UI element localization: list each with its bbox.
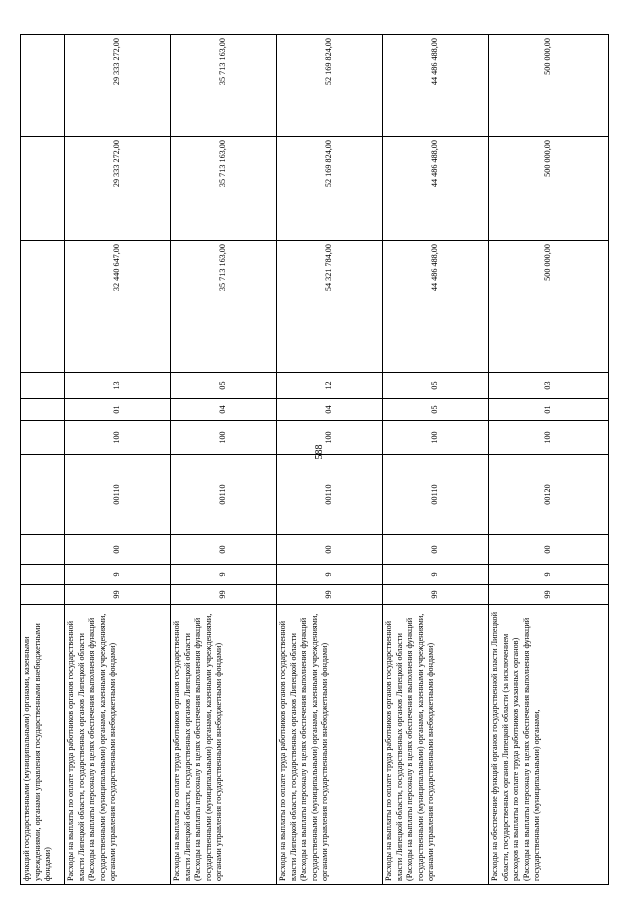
table-row [65, 35, 171, 885]
code-rz [21, 399, 65, 421]
budget-table [20, 34, 609, 885]
code-subprogram [21, 565, 65, 585]
code-subprogram: 9 [65, 565, 171, 585]
code-vr: 100 [277, 421, 383, 455]
code-direction: 00 [171, 535, 277, 565]
code-pr: 13 [65, 373, 171, 399]
code-expense: 00110 [171, 455, 277, 535]
code-subprogram: 9 [171, 565, 277, 585]
code-vr: 100 [171, 421, 277, 455]
row-name: функций государственными (муниципальными) органами, казенными учреждениями, органами управления государственными внебюджетными фондами) [21, 605, 65, 885]
code-expense [21, 455, 65, 535]
code-subprogram: 9 [489, 565, 609, 585]
amount-year-3: 44 486 488,00 [383, 35, 489, 137]
amount-year-3: 52 169 824,00 [277, 35, 383, 137]
code-expense: 00110 [65, 455, 171, 535]
code-rz: 01 [65, 399, 171, 421]
amount-year-1 [21, 241, 65, 373]
amount-year-2: 35 713 163,00 [171, 137, 277, 241]
code-direction: 00 [383, 535, 489, 565]
amount-year-2: 44 486 488,00 [383, 137, 489, 241]
table-row [383, 35, 489, 885]
row-name: Расходы на обеспечение функций органов государственной власти Липецкой области, государственных органов Липецкой области (за исключением расходов на выплаты по оплате труда работников указанных органов) (Расходы на выплаты персоналу в целях обеспечения выполнения функций государственными (муниципальными) органами, [489, 605, 609, 885]
code-direction: 00 [277, 535, 383, 565]
row-name: Расходы на выплаты по оплате труда работников органов государственной власти Липецкой области, государственных органов Липецкой области (Расходы на выплаты персоналу в целях обеспечения выполнения функций государственными (муниципальными) органами, казенными учреждениями, органами управления государственными внебюджетными фондами) [383, 605, 489, 885]
row-name: Расходы на выплаты по оплате труда работников органов государственной власти Липецкой области, государственных органов Липецкой области (Расходы на выплаты персоналу в целях обеспечения выполнения функций государственными (муниципальными) органами, казенными учреждениями, органами управления государственными внебюджетными фондами) [277, 605, 383, 885]
code-program: 99 [277, 585, 383, 605]
amount-year-2: 500 000,00 [489, 137, 609, 241]
table-row [21, 35, 65, 885]
code-rz: 01 [489, 399, 609, 421]
page-number: 588 [314, 444, 325, 460]
code-subprogram: 9 [383, 565, 489, 585]
budget-table-container [20, 35, 609, 885]
code-vr: 100 [383, 421, 489, 455]
code-program: 99 [65, 585, 171, 605]
code-pr: 05 [383, 373, 489, 399]
code-expense: 00120 [489, 455, 609, 535]
code-pr: 12 [277, 373, 383, 399]
code-program: 99 [171, 585, 277, 605]
amount-year-3 [21, 35, 65, 137]
code-subprogram: 9 [277, 565, 383, 585]
amount-year-1: 32 440 647,00 [65, 241, 171, 373]
amount-year-1: 35 713 163,00 [171, 241, 277, 373]
code-rz: 04 [171, 399, 277, 421]
code-expense: 00110 [383, 455, 489, 535]
code-direction: 00 [65, 535, 171, 565]
code-program: 99 [383, 585, 489, 605]
code-pr [21, 373, 65, 399]
code-pr: 03 [489, 373, 609, 399]
table-row [489, 35, 609, 885]
amount-year-1: 500 000,00 [489, 241, 609, 373]
code-rz: 04 [277, 399, 383, 421]
amount-year-3: 35 713 163,00 [171, 35, 277, 137]
table-body [21, 35, 609, 885]
code-vr: 100 [65, 421, 171, 455]
code-vr: 100 [489, 421, 609, 455]
amount-year-1: 54 321 784,00 [277, 241, 383, 373]
row-name: Расходы на выплаты по оплате труда работников органов государственной власти Липецкой области, государственных органов Липецкой области (Расходы на выплаты персоналу в целях обеспечения выполнения функций государственными (муниципальными) органами, казенными учреждениями, органами управления государственными внебюджетными фондами) [171, 605, 277, 885]
amount-year-1: 44 486 488,00 [383, 241, 489, 373]
code-expense: 00110 [277, 455, 383, 535]
table-row [277, 35, 383, 885]
code-program [21, 585, 65, 605]
code-program: 99 [489, 585, 609, 605]
code-rz: 05 [383, 399, 489, 421]
amount-year-2: 52 169 824,00 [277, 137, 383, 241]
amount-year-2 [21, 137, 65, 241]
code-direction: 00 [489, 535, 609, 565]
amount-year-3: 500 000,00 [489, 35, 609, 137]
code-direction [21, 535, 65, 565]
row-name: Расходы на выплаты по оплате труда работников органов государственной власти Липецкой области, государственных органов Липецкой области (Расходы на выплаты персоналу в целях обеспечения выполнения функций государственными (муниципальными) органами, казенными учреждениями, органами управления государственными внебюджетными фондами) [65, 605, 171, 885]
amount-year-3: 29 333 272,00 [65, 35, 171, 137]
code-vr [21, 421, 65, 455]
table-row [171, 35, 277, 885]
amount-year-2: 29 333 272,00 [65, 137, 171, 241]
code-pr: 05 [171, 373, 277, 399]
